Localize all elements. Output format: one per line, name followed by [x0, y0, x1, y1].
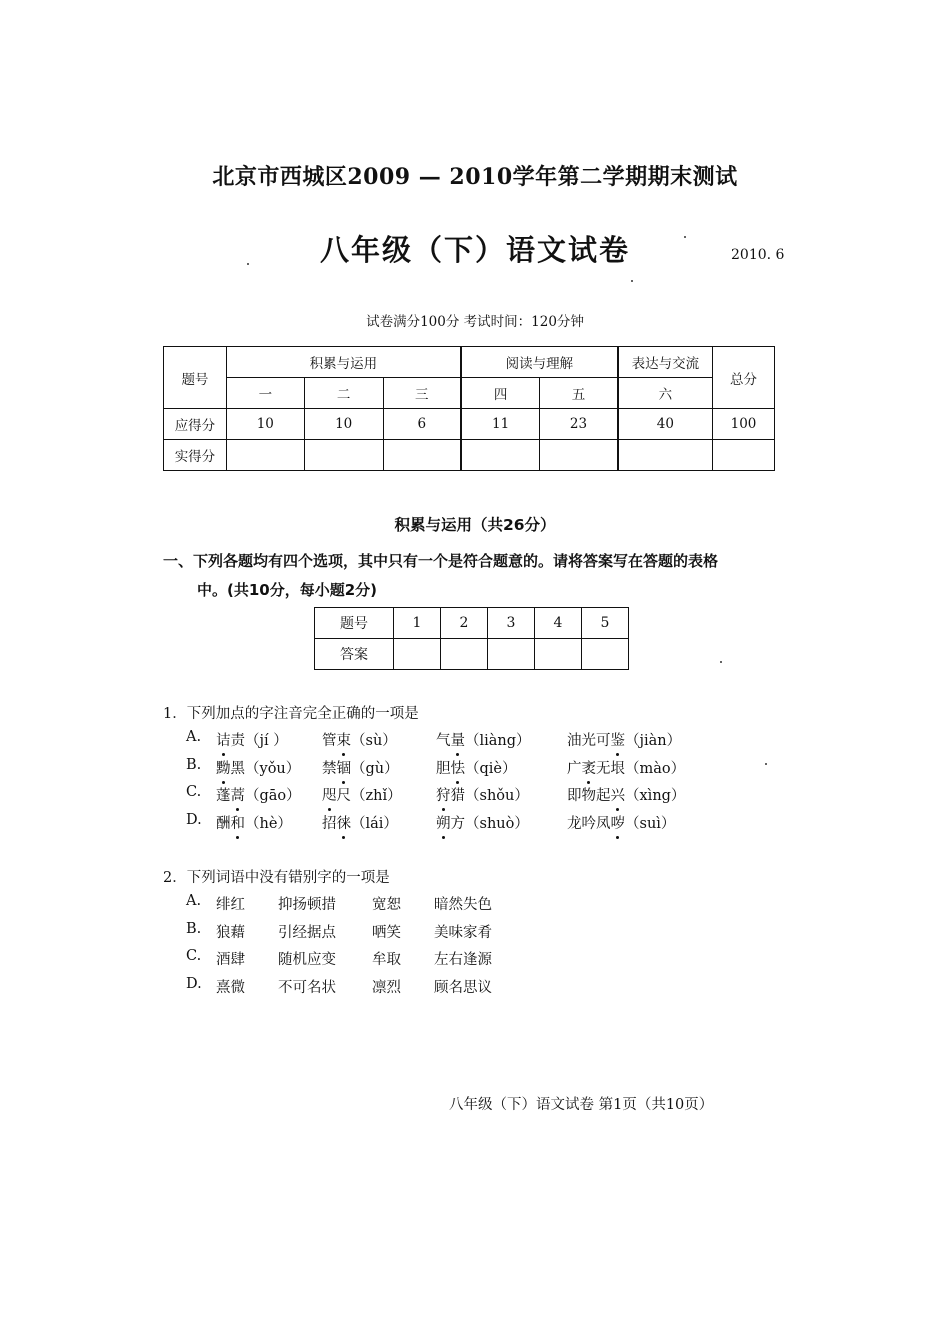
answer-input-cell[interactable]	[394, 639, 441, 670]
option-item: 左右逢源	[434, 952, 492, 968]
dotted-character: 蒿	[231, 784, 246, 805]
option-text: （suì）	[625, 815, 676, 832]
section-instruction-cont: 中。(共10分，每小题2分)	[197, 581, 378, 599]
answer-table	[314, 607, 629, 670]
dotted-character: 狩	[436, 784, 451, 805]
option-item	[436, 757, 517, 778]
score-input-cell[interactable]	[540, 440, 618, 471]
score-table-value: 11	[461, 409, 540, 440]
score-table-number: 四	[461, 378, 540, 409]
option-letter: D.	[186, 975, 202, 992]
option-item	[322, 784, 402, 805]
option-item: 宽恕	[372, 897, 401, 913]
option-text: 油光可	[567, 733, 611, 749]
score-input-cell[interactable]	[618, 440, 713, 471]
option-text: 黑（yǒu）	[230, 760, 301, 777]
option-text: （gāo）	[245, 788, 301, 804]
option-text: 尺（zhǐ）	[336, 788, 402, 804]
option-letter: D.	[186, 811, 202, 828]
option-letter: C.	[186, 948, 202, 964]
score-input-cell[interactable]	[304, 440, 383, 471]
option-letter: B.	[186, 920, 202, 937]
option-item: 不可名状	[278, 979, 336, 996]
exam-title: 北京市西城区2009 — 2010学年第二学期期末测试	[212, 164, 738, 190]
option-item: 狼藉	[216, 924, 245, 941]
section-instruction: 一、下列各题均有四个选项，其中只有一个是符合题意的。请将答案写在答题的表格	[163, 552, 719, 570]
option-letter: B.	[186, 756, 202, 773]
answer-input-cell[interactable]	[582, 639, 629, 670]
option-item	[567, 757, 685, 778]
dotted-character: 诘	[216, 729, 231, 750]
option-item: 熹微	[216, 979, 245, 996]
score-table-number: 三	[383, 378, 461, 409]
score-table-group: 阅读与理解	[461, 347, 618, 378]
score-table-value: 23	[540, 409, 618, 440]
option-letter: A.	[186, 893, 202, 909]
dotted-character: 怯	[451, 757, 466, 778]
score-table-number: 五	[540, 378, 618, 409]
question-1-stem: 1．下列加点的字注音完全正确的一项是	[163, 706, 419, 722]
answer-input-cell[interactable]	[488, 639, 535, 670]
answer-table-label: 答案	[315, 639, 394, 670]
answer-table-number: 1	[394, 608, 441, 639]
option-item	[216, 757, 300, 778]
exam-subtitle: 八年级（下）语文试卷	[319, 233, 630, 267]
option-text: （jiàn）	[625, 733, 682, 749]
answer-table-number: 4	[535, 608, 582, 639]
score-table-value: 40	[618, 409, 713, 440]
page-footer: 八年级（下）语文试卷 第1页（共10页）	[449, 1097, 714, 1113]
score-input-cell[interactable]	[383, 440, 461, 471]
option-item	[567, 812, 675, 833]
score-input-cell[interactable]	[226, 440, 304, 471]
option-item	[322, 757, 399, 778]
answer-table-number: 2	[441, 608, 488, 639]
option-text: （hè）	[245, 815, 292, 832]
score-table-number: 一	[226, 378, 304, 409]
option-item: 哂笑	[372, 924, 401, 941]
option-text: 招	[322, 815, 337, 832]
scan-speck	[765, 763, 767, 765]
dotted-character: 鉴	[611, 729, 626, 750]
option-item	[216, 729, 288, 750]
option-item	[567, 784, 685, 805]
option-item	[436, 729, 531, 750]
option-item	[216, 784, 301, 805]
score-table-row-label: 应得分	[164, 409, 227, 440]
score-table-value: 10	[304, 409, 383, 440]
option-item	[322, 812, 398, 833]
dotted-character: 黝	[216, 757, 231, 778]
dotted-character: 袤	[582, 757, 597, 778]
option-item: 引经据点	[278, 924, 336, 941]
option-text: （lái）	[351, 815, 398, 832]
option-text: 气	[436, 733, 451, 749]
option-text: 即物起	[567, 788, 611, 804]
option-text: 方（shuò）	[450, 815, 529, 832]
option-text: （xìng）	[625, 788, 686, 804]
answer-input-cell[interactable]	[441, 639, 488, 670]
option-item: 酒肆	[216, 952, 245, 968]
score-table-value: 10	[226, 409, 304, 440]
answer-table-number: 3	[488, 608, 535, 639]
dotted-character: 量	[451, 729, 466, 750]
answer-table-label: 题号	[315, 608, 394, 639]
dotted-character: 锢	[337, 757, 352, 778]
answer-input-cell[interactable]	[535, 639, 582, 670]
dotted-character: 兴	[611, 784, 626, 805]
option-text: 禁	[322, 760, 337, 777]
score-table-header-label: 题号	[164, 347, 227, 409]
score-table-value: 100	[713, 409, 775, 440]
option-item: 美味家肴	[434, 924, 492, 941]
option-letter: C.	[186, 784, 202, 800]
option-item: 顾名思议	[434, 979, 492, 996]
option-item: 牟取	[372, 952, 401, 968]
option-item	[216, 812, 292, 833]
section-title: 积累与运用（共26分）	[394, 516, 556, 534]
score-table-number: 六	[618, 378, 713, 409]
score-table	[163, 346, 775, 471]
score-table-total-label: 总分	[713, 347, 775, 409]
score-table-value: 6	[383, 409, 461, 440]
option-text: （sù）	[351, 733, 397, 749]
option-text: （gù）	[351, 760, 399, 777]
score-input-cell[interactable]	[713, 440, 775, 471]
option-item	[567, 729, 681, 750]
question-2-stem: 2．下列词语中没有错别字的一项是	[163, 870, 390, 886]
option-item: 抑扬顿措	[278, 897, 336, 913]
dotted-character: 徕	[337, 812, 352, 833]
option-text: 酬	[216, 815, 231, 832]
scan-speck	[631, 280, 633, 282]
option-text: （qiè）	[465, 760, 517, 777]
score-table-group: 表达与交流	[618, 347, 713, 378]
option-item: 随机应变	[278, 952, 336, 968]
score-table-number: 二	[304, 378, 383, 409]
option-item: 凛烈	[372, 979, 401, 996]
option-text: 管	[322, 733, 337, 749]
option-text: 龙吟凤	[567, 815, 611, 832]
option-item: 暗然失色	[434, 897, 492, 913]
option-text: 胆	[436, 760, 451, 777]
scan-speck	[720, 661, 722, 663]
score-input-cell[interactable]	[461, 440, 540, 471]
scan-speck	[247, 263, 249, 265]
dotted-character: 和	[231, 812, 246, 833]
score-table-row-label: 实得分	[164, 440, 227, 471]
option-item	[436, 812, 529, 833]
option-item	[436, 784, 529, 805]
scan-speck	[684, 236, 686, 238]
option-text: 责（jí ）	[230, 733, 288, 749]
option-item: 绯红	[216, 897, 245, 913]
exam-info: 试卷满分100分 考试时间：120分钟	[366, 314, 584, 330]
exam-date: 2010. 6	[731, 247, 785, 263]
option-text: 广	[567, 760, 582, 777]
dotted-character: 咫	[322, 784, 337, 805]
dotted-character: 朔	[436, 812, 451, 833]
option-text: 猎（shǒu）	[450, 788, 529, 804]
answer-table-number: 5	[582, 608, 629, 639]
dotted-character: 束	[337, 729, 352, 750]
option-item	[322, 729, 397, 750]
option-letter: A.	[186, 729, 202, 745]
score-table-group: 积累与运用	[226, 347, 461, 378]
option-text: （liàng）	[465, 733, 531, 749]
dotted-character: 哕	[611, 812, 626, 833]
option-text: 无垠（mào）	[596, 760, 686, 777]
option-text: 蓬	[216, 788, 231, 804]
